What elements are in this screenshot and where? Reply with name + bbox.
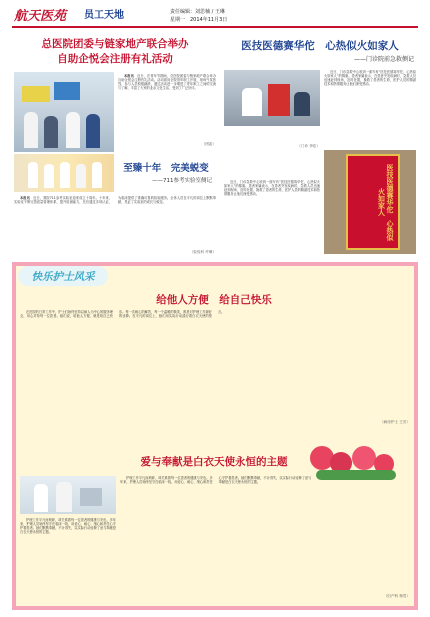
article-5-body-1: 护理工作平凡而琐碎，却关系着每一位患者的健康与安危。多年来，护理人员始终坚守在临床一线，用爱心、耐心、细心和责任心守护着患者。她们默默奉献，不计得失，以实际行动诠释了爱与奉献是白衣天使永恒的主题。 bbox=[20, 518, 116, 535]
article-5-title: 爱与奉献是白衣天使永恒的主题 bbox=[140, 456, 288, 468]
article-2-body-2: 近日，门诊急救中心收到一面写有“医技医德赛华佗，心热似火如家人”的锦旗。患者家属表示，在患者突发疾病时，急救人员迅速赶到现场，及时处置，挽救了患者的生命，医护人员的精湛技术和热情服务让他们深受感动。 bbox=[224, 180, 320, 197]
article-2-photo-1 bbox=[224, 70, 320, 126]
article-4-author: （病房护士 王芳） bbox=[380, 420, 410, 424]
section-banner-label: 快乐护士风采 bbox=[31, 271, 95, 283]
article-3 bbox=[12, 152, 218, 258]
header-rule bbox=[12, 26, 418, 28]
article-2-banner-photo bbox=[324, 150, 416, 254]
article-4-body: 在医院的日常工作中，护士们始终坚持以病人为中心的服务理念，用心对待每一位患者。她们说，给他人方便，就是给自己快乐。每一次耐心的解答，每一个温暖的微笑，都是对护理工作最好的诠释。在平凡的岗位上，她们用实际行动践行着白衣天使的誓言。 bbox=[20, 310, 225, 319]
article-2-body-1: 近日，门诊急救中心收到一面写有“医技医德赛华佗，心热似火如家人”的锦旗。患者家属表示，在患者突发疾病时，急救人员迅速赶到现场，及时处置，挽救了患者的生命，医护人员的精湛技术和热情服务让他们深受感动。 bbox=[324, 70, 416, 87]
article-3-title: 至臻十年 完美蜕变 bbox=[123, 163, 209, 174]
article-3-photo bbox=[14, 154, 114, 192]
article-3-body: 本报讯 近日，我院711参考实验室迎来成立十周年。十年来，实验室不断完善质量管理体系，提升检测能力，先后通过多项认证，为临床提供了准确可靠的检验服务。全体人员在平凡的岗位上默默奉献，见证了实验室的成长与蜕变。 bbox=[14, 196, 216, 205]
article-1-title-line2: 自助企悦会注册有礼活动 bbox=[57, 53, 173, 65]
article-1-photo bbox=[14, 72, 114, 152]
article-2 bbox=[222, 32, 418, 258]
pennant-text: 医技医德赛华佗 心热似火如家人 bbox=[377, 163, 394, 241]
article-4-title: 给他人方便 给自己快乐 bbox=[156, 294, 272, 306]
article-1 bbox=[12, 32, 218, 152]
article-1-author: （团委） bbox=[201, 142, 216, 146]
page-header bbox=[0, 0, 430, 30]
pennant bbox=[346, 154, 400, 250]
section-title: 员工天地 bbox=[84, 10, 124, 21]
section-banner bbox=[18, 266, 108, 286]
article-5 bbox=[18, 452, 412, 604]
article-4 bbox=[18, 290, 412, 430]
editor-line: 责任编辑：刘思楠 / 王琳 bbox=[170, 9, 225, 15]
article-2-title: 医技医德赛华佗 心热似火如家人 bbox=[241, 40, 399, 52]
article-5-body-2: 护理工作平凡而琐碎，却关系着每一位患者的健康与安危。多年来，护理人员始终坚守在临床一线，用爱心、耐心、细心和责任心守护着患者。她们默默奉献，不计得失，以实际行动诠释了爱与奉献是白衣天使永恒的主题。 bbox=[120, 476, 312, 485]
article-2-author: （门诊 李佳） bbox=[297, 144, 320, 148]
article-3-subtitle: ——711参考实验室侧记 bbox=[152, 178, 212, 184]
article-1-title-line1: 总医院团委与链家地产联合举办 bbox=[41, 38, 189, 50]
article-5-author: （妇产科 杨雪） bbox=[383, 594, 410, 598]
article-5-photo bbox=[20, 476, 116, 514]
article-3-author: （检验科 许琳） bbox=[189, 250, 216, 254]
article-2-subtitle: ——门诊院前急救侧记 bbox=[353, 56, 414, 63]
date-line: 星期一 2014年11月3日 bbox=[170, 17, 228, 23]
article-1-body: 本报讯 近日，在青年节期间，总医院团委与链家地产联合举办自助企悦会注册有礼活动。活动面向全院青年职工开展，现场气氛热烈，参与人员积极踊跃，通过活动进一步增进了青年职工之间的交流与了解，丰富了大家的业余文化生活，受到了广泛好评。 bbox=[118, 74, 216, 91]
masthead-logo: 航天医苑 bbox=[14, 9, 67, 24]
